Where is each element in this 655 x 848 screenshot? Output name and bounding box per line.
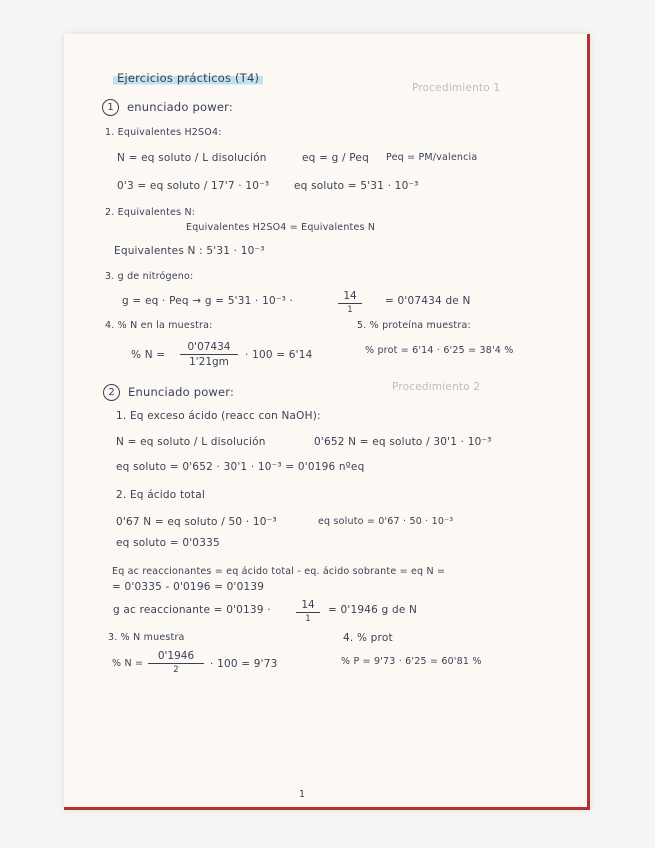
ex2-total-acid-calc: eq soluto = 0'67 · 50 · 10⁻³ — [318, 516, 454, 527]
ex1-eq-formula: eq = g / Peq — [302, 152, 369, 164]
ex1-percent-denominator: 1'21gm — [189, 356, 229, 368]
ex1-percent-numerator: 0'07434 — [187, 341, 231, 353]
ex1-grams-numerator: 14 — [343, 290, 357, 302]
ex1-grams-fraction — [338, 290, 362, 315]
ex1-equivalents-n: Equivalentes N : 5'31 · 10⁻³ — [114, 245, 265, 257]
procedure-note-2: Procedimiento 2 — [392, 381, 481, 393]
ex1-step-5: 5. % proteína muestra: — [357, 320, 471, 331]
ex2-percent-denominator: 2 — [173, 665, 179, 675]
ex1-step-1: 1. Equivalentes H2SO4: — [105, 127, 222, 138]
page-number: 1 — [299, 789, 306, 800]
ex1-grams-denominator: 1 — [347, 305, 353, 315]
ex2-eq-soluto-result: eq soluto = 0'652 · 30'1 · 10⁻³ = 0'0196 nºeq — [116, 461, 365, 473]
page-title: Ejercicios prácticos (T4) — [113, 71, 263, 85]
ex2-normality-equation: 0'652 N = eq soluto / 30'1 · 10⁻³ — [314, 436, 492, 448]
ex2-reacting-acid-statement: Eq ac reaccionantes = eq ácido total - eq. ácido sobrante = eq N = — [112, 566, 446, 577]
notebook-page — [64, 34, 590, 810]
ex2-grams-formula: g ac reaccionante = 0'0139 · — [113, 604, 271, 616]
ex2-percent-n-result: · 100 = 9'73 — [210, 658, 278, 670]
ex1-step-3: 3. g de nitrógeno: — [105, 271, 194, 282]
ex1-grams-formula: g = eq · Peq → g = 5'31 · 10⁻³ · — [122, 295, 294, 307]
ex2-protein-result: % P = 9'73 · 6'25 = 60'81 % — [341, 656, 482, 667]
ex1-grams-result: = 0'07434 de N — [385, 295, 471, 307]
exercise-1-heading: enunciado power: — [127, 100, 233, 114]
ex2-grams-numerator: 14 — [301, 599, 315, 611]
ex2-step-3: 3. % N muestra — [108, 632, 185, 643]
fraction-bar — [148, 663, 204, 664]
ex1-step-2: 2. Equivalentes N: — [105, 207, 196, 218]
ex2-total-acid-result: eq soluto = 0'0335 — [116, 537, 220, 549]
ex1-equivalence-statement: Equivalentes H2SO4 = Equivalentes N — [186, 222, 376, 233]
ex2-step-1: 1. Eq exceso ácido (reacc con NaOH): — [116, 410, 321, 422]
ex1-normality-formula: N = eq soluto / L disolución — [117, 152, 267, 164]
ex2-grams-fraction — [296, 599, 320, 624]
ex1-percent-n-label: % N = — [131, 349, 166, 361]
procedure-note-1: Procedimiento 1 — [412, 82, 501, 94]
ex1-normality-equation: 0'3 = eq soluto / 17'7 · 10⁻³ — [117, 180, 270, 192]
exercise-2-number: 2 — [103, 384, 120, 401]
ex2-reacting-acid-result: = 0'0335 - 0'0196 = 0'0139 — [112, 581, 265, 593]
ex1-peq-formula: Peq = PM/valencia — [386, 152, 478, 163]
ex2-percent-n-label: % N = — [112, 658, 144, 669]
ex1-protein-result: % prot = 6'14 · 6'25 = 38'4 % — [365, 345, 514, 356]
ex2-step-2: 2. Eq ácido total — [116, 489, 205, 501]
ex2-normality-formula: N = eq soluto / L disolución — [116, 436, 266, 448]
fraction-bar — [296, 612, 320, 613]
ex2-percent-fraction — [148, 650, 204, 675]
ex1-step-4: 4. % N en la muestra: — [105, 320, 213, 331]
ex1-percent-fraction — [180, 341, 238, 368]
ex1-percent-n-result: · 100 = 6'14 — [245, 349, 313, 361]
ex2-step-4: 4. % prot — [343, 632, 393, 644]
fraction-bar — [338, 303, 362, 304]
exercise-1-number: 1 — [102, 99, 119, 116]
ex2-grams-denominator: 1 — [305, 614, 311, 624]
ex2-grams-result: = 0'1946 g de N — [328, 604, 418, 616]
fraction-bar — [180, 354, 238, 355]
ex1-eq-soluto-result: eq soluto = 5'31 · 10⁻³ — [294, 180, 419, 192]
ex2-percent-numerator: 0'1946 — [157, 650, 195, 662]
exercise-2-heading: Enunciado power: — [128, 385, 235, 399]
ex2-total-acid-equation: 0'67 N = eq soluto / 50 · 10⁻³ — [116, 516, 277, 528]
